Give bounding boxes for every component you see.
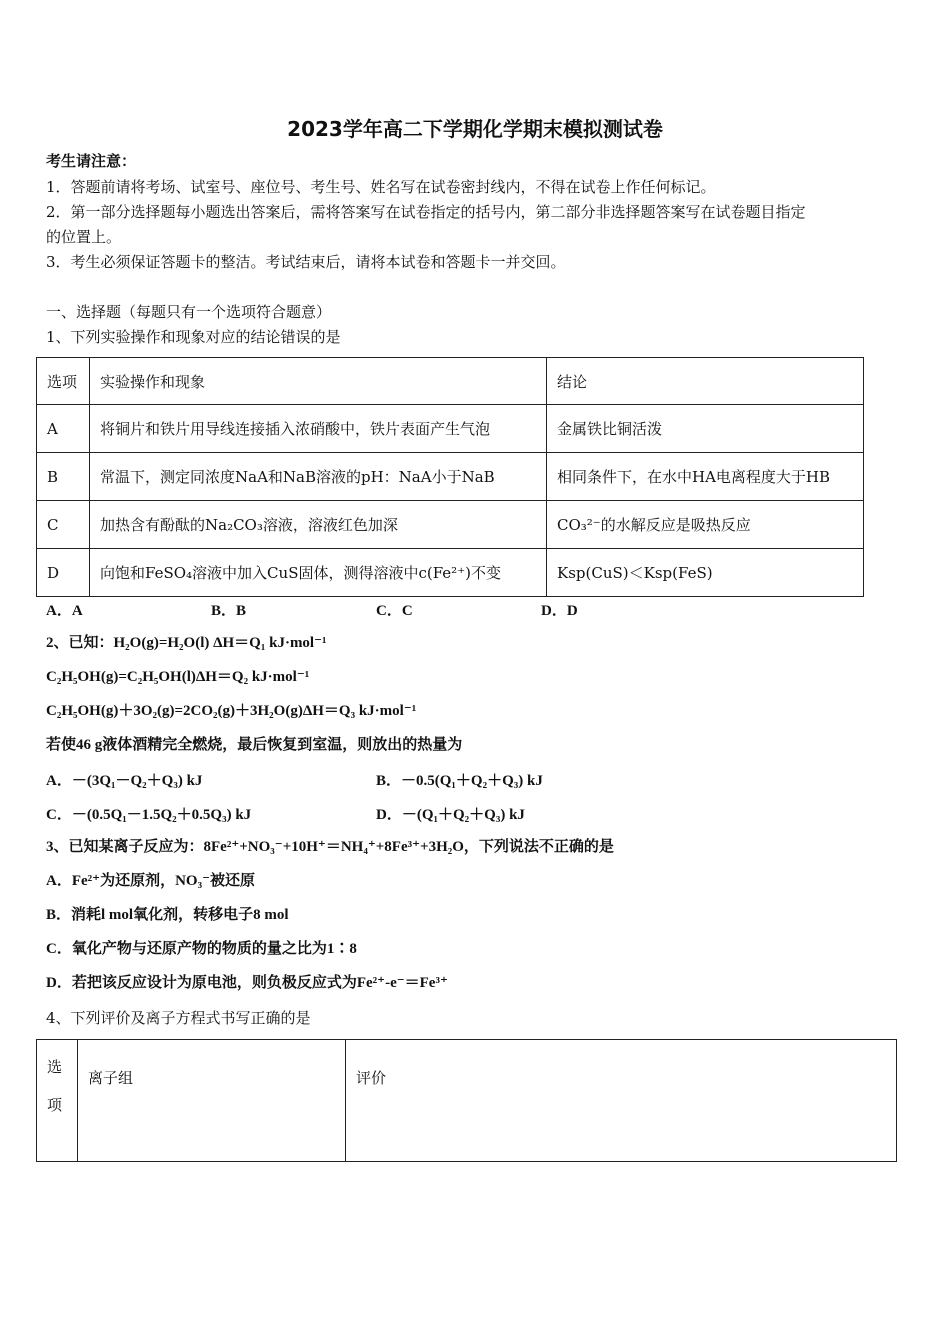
q3-option-a: A．Fe²⁺为还原剂，NO₃⁻被还原 bbox=[46, 873, 255, 889]
q3-option-c: C．氧化产物与还原产物的物质的量之比为1∶8 bbox=[46, 941, 357, 957]
question-4-table bbox=[36, 1039, 897, 1162]
header-option-char-2: 项 bbox=[47, 1096, 63, 1114]
question-1-stem: 1、下列实验操作和现象对应的结论错误的是 bbox=[46, 328, 341, 346]
row-operation: 将铜片和铁片用导线连接插入浓硝酸中，铁片表面产生气泡 bbox=[90, 405, 547, 453]
header-operation: 实验操作和现象 bbox=[90, 358, 547, 405]
row-conclusion: Ksp(CuS)＜Ksp(FeS) bbox=[547, 549, 864, 597]
question-2-stem: 若使46 g液体酒精完全燃烧，最后恢复到室温，则放出的热量为 bbox=[46, 737, 463, 753]
notice-item-2: 2．第一部分选择题每小题选出答案后，需将答案写在试卷指定的括号内，第二部分非选择题答案写在试卷题目指定 bbox=[46, 203, 806, 221]
question-1-table bbox=[36, 357, 864, 597]
table-row bbox=[37, 453, 864, 501]
row-operation: 常温下，测定同浓度NaA和NaB溶液的pH：NaA小于NaB bbox=[90, 453, 547, 501]
notice-heading: 考生请注意： bbox=[46, 154, 137, 170]
table-row bbox=[37, 549, 864, 597]
q1-option-b: B．B bbox=[211, 603, 247, 619]
section-heading: 一、选择题（每题只有一个选项符合题意） bbox=[46, 303, 332, 321]
question-2-line-1: 2、已知：H₂O(g)=H₂O(l) ΔH＝Q₁ kJ·mol⁻¹ bbox=[46, 635, 327, 651]
q2-option-b: B．－0.5(Q₁＋Q₂＋Q₃) kJ bbox=[376, 773, 543, 789]
question-2-line-2: C₂H₅OH(g)=C₂H₅OH(l)ΔH＝Q₂ kJ·mol⁻¹ bbox=[46, 669, 310, 685]
header-option: 选项 bbox=[37, 358, 90, 405]
notice-item-1: 1．答题前请将考场、试室号、座位号、考生号、姓名写在试卷密封线内，不得在试卷上作任何标记。 bbox=[46, 178, 716, 196]
q2-option-d: D．－(Q₁＋Q₂＋Q₃) kJ bbox=[376, 807, 525, 823]
row-operation: 加热含有酚酞的Na₂CO₃溶液，溶液红色加深 bbox=[90, 501, 547, 549]
notice-item-2-cont: 的位置上。 bbox=[46, 228, 122, 246]
question-4-stem: 4、下列评价及离子方程式书写正确的是 bbox=[46, 1009, 311, 1027]
table-header-row bbox=[37, 358, 864, 405]
row-option: A bbox=[37, 405, 90, 453]
q3-option-b: B．消耗l mol氧化剂，转移电子8 mol bbox=[46, 907, 289, 923]
header-option-char-1: 选 bbox=[47, 1058, 63, 1076]
notice-item-3: 3．考生必须保证答题卡的整洁。考试结束后，请将本试卷和答题卡一并交回。 bbox=[46, 253, 566, 271]
row-option: C bbox=[37, 501, 90, 549]
q2-option-c: C．－(0.5Q₁－1.5Q₂＋0.5Q₃) kJ bbox=[46, 807, 252, 823]
row-conclusion: 相同条件下，在水中HA电离程度大于HB bbox=[547, 453, 864, 501]
q3-option-d: D．若把该反应设计为原电池，则负极反应式为Fe²⁺-e⁻＝Fe³⁺ bbox=[46, 975, 448, 991]
row-conclusion: 金属铁比铜活泼 bbox=[547, 405, 864, 453]
header-conclusion: 结论 bbox=[547, 358, 864, 405]
row-option: D bbox=[37, 549, 90, 597]
q1-option-c: C．C bbox=[376, 603, 413, 619]
table-row bbox=[37, 405, 864, 453]
row-conclusion: CO₃²⁻的水解反应是吸热反应 bbox=[547, 501, 864, 549]
q1-option-d: D．D bbox=[541, 603, 578, 619]
header-ion-group: 离子组 bbox=[78, 1040, 346, 1162]
table-row bbox=[37, 501, 864, 549]
q2-option-a: A．－(3Q₁－Q₂＋Q₃) kJ bbox=[46, 773, 203, 789]
page-title: 2023学年高二下学期化学期末模拟测试卷 bbox=[287, 117, 663, 141]
question-3-stem: 3、已知某离子反应为：8Fe²⁺+NO₃⁻+10H⁺＝NH₄⁺+8Fe³⁺+3H₂O，下列说法不正确的是 bbox=[46, 839, 614, 855]
table-header-row bbox=[37, 1040, 897, 1162]
row-option: B bbox=[37, 453, 90, 501]
question-2-line-3: C₂H₅OH(g)＋3O₂(g)=2CO₂(g)＋3H₂O(g)ΔH＝Q₃ kJ·mol⁻¹ bbox=[46, 703, 417, 719]
header-evaluation: 评价 bbox=[346, 1040, 897, 1162]
row-operation: 向饱和FeSO₄溶液中加入CuS固体，测得溶液中c(Fe²⁺)不变 bbox=[90, 549, 547, 597]
header-option bbox=[37, 1040, 78, 1162]
q1-option-a: A．A bbox=[46, 603, 83, 619]
